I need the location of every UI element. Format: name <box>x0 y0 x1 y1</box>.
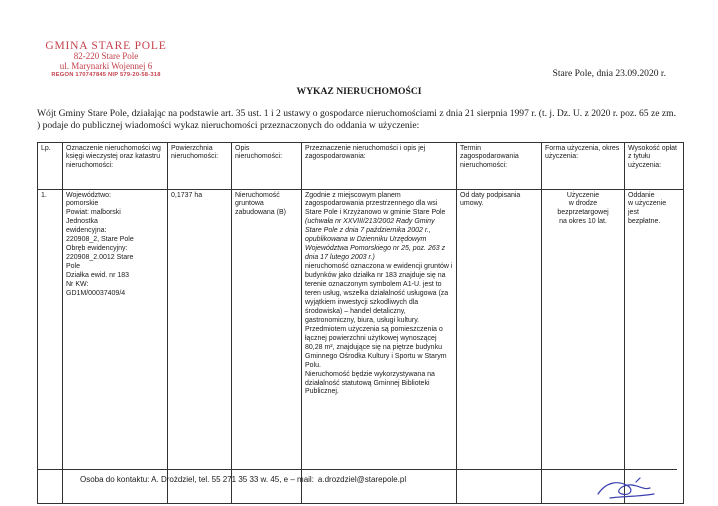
signature <box>592 474 658 504</box>
oplaty-line: jest <box>628 209 639 217</box>
opis-line: zabudowana (B) <box>235 209 286 217</box>
oplaty-line: w użyczenie <box>628 200 667 208</box>
place-date: Stare Pole, dnia 23.09.2020 r. <box>552 68 666 79</box>
oznaczenie-line: Obręb ewidencyjny: <box>66 245 128 253</box>
oznaczenie-line: 220908_2.0012 Stare <box>66 254 134 262</box>
forma-line: bezprzetargowej <box>557 209 609 217</box>
table-row <box>38 190 684 504</box>
header-przeznaczenie: Przeznaczenie nieruchomości i opis jej zagospodarowania: <box>302 143 457 190</box>
cell-powierzchnia: 0,1737 ha <box>168 190 232 504</box>
header-oznaczenie: Oznaczenie nieruchomości wg księgi wieczystej oraz katastru nieruchomości: <box>63 143 168 190</box>
oplaty-line: Oddanie <box>628 191 655 199</box>
oznaczenie-line: Działka ewid. nr 183 <box>66 272 130 280</box>
contact-label: Osoba do kontaktu: A. Drożdziel, tel. 55 271 35 33 w. 45, e – mail: <box>80 475 314 484</box>
forma-line: w drodze <box>568 200 598 208</box>
cell-forma <box>542 190 625 504</box>
cell-lp: 1. <box>38 190 63 504</box>
header-opis: Opis nieruchomości: <box>232 143 302 190</box>
contact-email: a.drozdziel@starepole.pl <box>317 475 407 484</box>
stamp-line-3: ul. Marynarki Wojennej 6 <box>59 61 153 72</box>
office-stamp <box>41 40 171 78</box>
oznaczenie-line: ewidencyjna: <box>66 227 107 235</box>
contact-info <box>80 475 406 484</box>
przeznaczenie-uchwala: (uchwała nr XXVIII/213/2002 Rady Gminy Stare Pole z dnia 7 października 2002 r., opublikowana w Dzienniku Urzędowym Województwa Pomorskiego nr 25, poz. 263 z dnia 17 lutego 2003 r.) <box>305 218 446 262</box>
oznaczenie-line: Jednostka <box>66 218 98 226</box>
header-lp: Lp. <box>38 143 63 190</box>
oznaczenie-line: Nr KW: <box>66 281 89 289</box>
oplaty-line: bezpłatne. <box>628 218 661 226</box>
oznaczenie-line: Województwo: <box>66 191 112 199</box>
header-termin: Termin zagospodarowania nieruchomości: <box>457 143 542 190</box>
stamp-line-1: GMINA STARE POLE <box>45 40 167 52</box>
forma-line: Użyczenie <box>566 191 600 199</box>
header-forma: Forma użyczenia, okres użyczenia: <box>542 143 625 190</box>
header-powierzchnia: Powierzchnia nieruchomości: <box>168 143 232 190</box>
property-table <box>37 142 684 504</box>
stamp-line-4: REGON 170747845 NIP 579-20-58-318 <box>51 71 161 78</box>
forma-line: na okres 10 lat. <box>559 218 607 226</box>
stamp-line-2: 82-220 Stare Pole <box>73 51 139 62</box>
opis-line: gruntowa <box>235 200 264 208</box>
przeznaczenie-p1: Zgodnie z miejscowym planem zagospodarowania przestrzennego dla wsi Stare Pole i Krzyżanowo w gminie Stare Pole <box>305 191 446 217</box>
oznaczenie-line: 220908_2, Stare Pole <box>66 236 134 244</box>
footer-divider <box>37 469 677 470</box>
opis-line: Nieruchomość <box>235 191 280 199</box>
przeznaczenie-p3: Przedmiotem użyczenia są pomieszczenia o łącznej powierzchni użytkowej wynoszącej 80,28 m², znajdujące się na piętrze budynku Gminnego Ośrodka Kultury i Sportu w Starym Polu. <box>305 325 447 369</box>
cell-oplaty <box>625 190 684 504</box>
intro-paragraph: Wójt Gminy Stare Pole, działając na podstawie art. 35 ust. 1 i 2 ustawy o gospodarce nieruchomościami z dnia 21 sierpnia 1997 r. (t. j. Dz. U. z 2020 r. poz. 65 ze zm. ) podaje do publicznej wiadomości wykaz nieruchomości przeznaczonych do oddania w użyczenie: <box>37 108 676 132</box>
cell-termin: Od daty podpisania umowy. <box>457 190 542 504</box>
cell-przeznaczenie <box>302 190 457 504</box>
oznaczenie-line: Powiat: malborski <box>66 209 121 217</box>
header-oplaty: Wysokość opłat z tytułu użyczenia: <box>625 143 684 190</box>
document-title: WYKAZ NIERUCHOMOŚCI <box>296 86 422 97</box>
przeznaczenie-p2: nieruchomość oznaczona w ewidencji gruntów i budynków jako działka nr 183 znajduje się na terenie oznaczonym symbolem A1-U. jest to teren usług, wszelka działalność usługowa (za wyjątkiem inwestycji szkodliwych dla środowiska) – handel detaliczny, gastronomiczny, biura, usługi kultury. <box>305 263 453 324</box>
oznaczenie-line: Pole <box>66 263 81 271</box>
oznaczenie-line: GD1M/00037409/4 <box>66 289 126 297</box>
cell-opis <box>232 190 302 504</box>
przeznaczenie-p4: Nieruchomość będzie wykorzystywana na działalność statutową Gminnej Biblioteki Publicznej. <box>305 370 435 396</box>
oznaczenie-line: pomorskie <box>66 200 99 208</box>
cell-oznaczenie <box>63 190 168 504</box>
table-header-row <box>38 143 684 190</box>
